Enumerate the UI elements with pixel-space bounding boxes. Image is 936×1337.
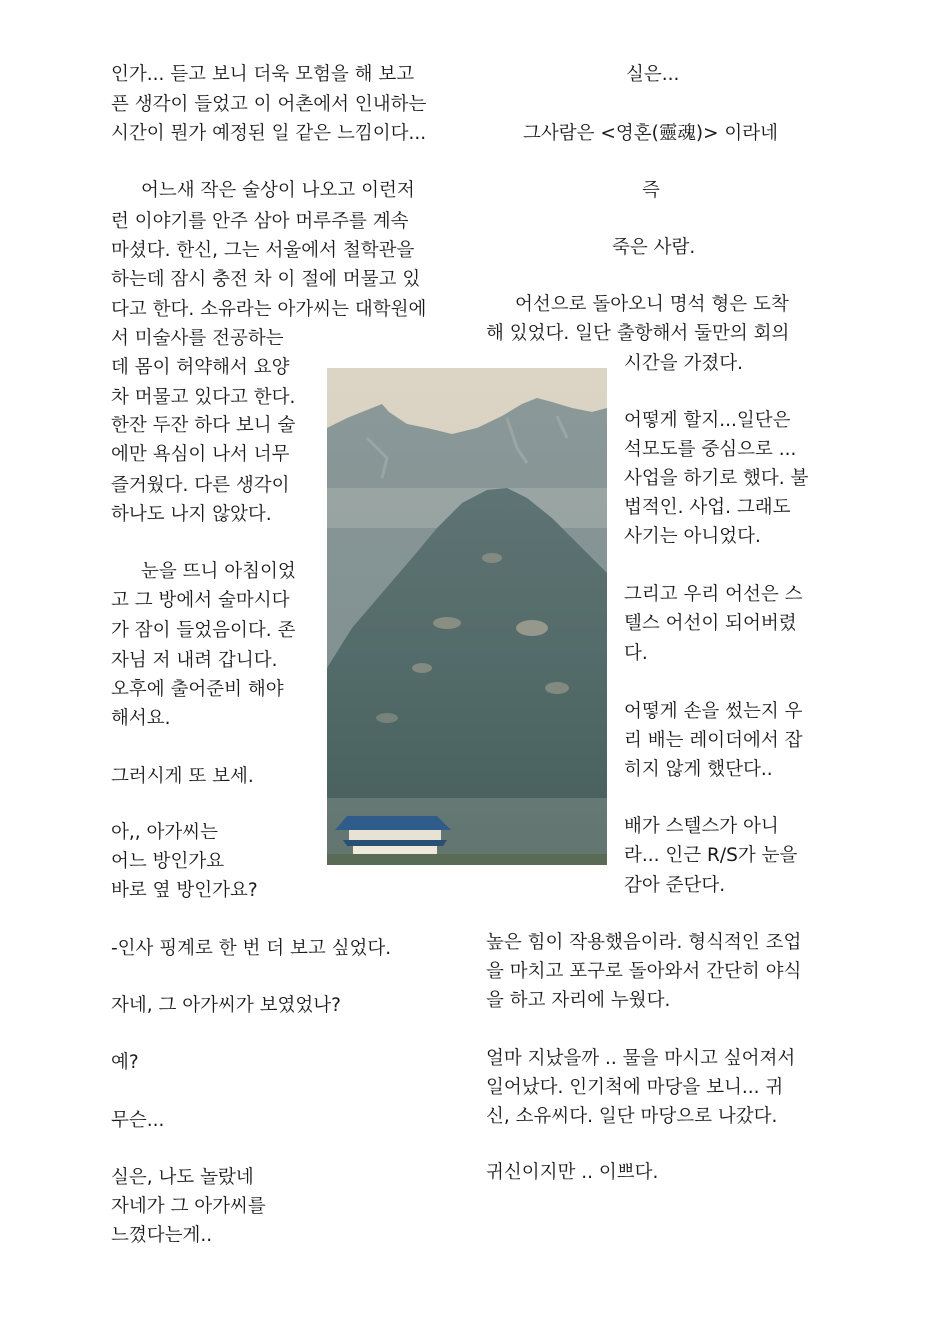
left-p1-line3: 시간이 뭔가 예정된 일 같은 느낌이다... <box>111 123 427 144</box>
left-p10-line1: 실은, 나도 놀랐네 <box>111 1167 254 1188</box>
right-p2-line5: 사기는 아니었다. <box>624 526 761 547</box>
right-p4-line3: 히지 않게 했단다.. <box>624 759 773 780</box>
left-p1-line1: 인가... 듣고 보니 더욱 모험을 해 보고 <box>111 64 415 85</box>
right-p7-line3: 신, 소유씨다. 일단 마당으로 나갔다. <box>486 1106 778 1127</box>
left-p1-line2: 픈 생각이 들었고 이 어촌에서 인내하는 <box>111 94 427 115</box>
left-p2-line12: 하나도 나지 않았다. <box>111 504 272 525</box>
left-p3-line5: 오후에 출어준비 해야 <box>111 679 284 700</box>
left-p2-line5: 다고 한다. 소유라는 아가씨는 대학원에 <box>111 299 427 320</box>
left-p10-line3: 느꼈다는게.. <box>111 1225 213 1246</box>
right-p3-line2: 텔스 어선이 되어버렸 <box>624 613 797 634</box>
left-p5-line1: 아,, 아가씨는 <box>111 822 218 843</box>
right-p1-line2: 해 있었다. 일단 출항해서 둘만의 회의 <box>486 323 790 344</box>
right-p1-line1: 어선으로 돌아오니 명석 형은 도착 <box>515 294 789 315</box>
left-p2-line9: 한잔 두잔 하다 보니 술 <box>111 415 296 436</box>
right-p2-line1: 어떻게 할지...일단은 <box>624 410 791 431</box>
right-p5-line1: 배가 스텔스가 아니 <box>624 816 779 837</box>
left-p5-line2: 어느 방인가요 <box>111 851 225 872</box>
right-p4-line2: 리 배는 레이더에서 잡 <box>624 730 803 751</box>
right-p4-line1: 어떻게 손을 썼는지 우 <box>624 701 803 722</box>
left-p5-line3: 바로 옆 방인가요? <box>111 880 258 901</box>
right-p7-line2: 일어났다. 인기척에 마당을 보니... 귀 <box>486 1077 784 1098</box>
right-c2: 그사람은 <영혼(靈魂)> 이라네 <box>523 123 779 144</box>
left-p10-line2: 자네가 그 아가씨를 <box>111 1196 266 1217</box>
right-p3-line1: 그리고 우리 어선은 스 <box>624 584 803 605</box>
left-p2-line1: 어느새 작은 술상이 나오고 이런저 <box>141 180 415 201</box>
left-p3-line4: 자님 저 내려 갑니다. <box>111 650 278 671</box>
left-p7: 자네, 그 아가씨가 보였었나? <box>111 995 341 1016</box>
left-p2-line2: 런 이야기를 안주 삼아 머루주를 계속 <box>111 211 409 232</box>
right-c1: 실은... <box>626 64 680 85</box>
right-c3: 즉 <box>642 180 660 201</box>
left-p3-line6: 해서요. <box>111 708 171 729</box>
right-p2-line3: 사업을 하기로 했다. 불 <box>624 468 809 489</box>
left-p9: 무슨... <box>111 1110 165 1131</box>
left-p2-line3: 마셨다. 한신, 그는 서울에서 철학관을 <box>111 240 415 261</box>
right-p7-line1: 얼마 지났을까 .. 물을 마시고 싶어져서 <box>486 1048 796 1069</box>
right-p3-line3: 다. <box>624 643 648 664</box>
left-p6: -인사 핑계로 한 번 더 보고 싶었다. <box>111 938 392 959</box>
left-p2-line8: 차 머물고 있다고 한다. <box>111 387 296 408</box>
left-p3-line3: 가 잠이 들었음이다. 존 <box>111 620 296 641</box>
right-p8: 귀신이지만 .. 이쁘다. <box>486 1162 659 1183</box>
right-c4: 죽은 사람. <box>612 237 696 258</box>
left-p8: 예? <box>111 1052 139 1073</box>
left-p2-line7: 데 몸이 허약해서 요양 <box>111 357 290 378</box>
left-p3-line1: 눈을 뜨니 아침이었 <box>141 561 296 582</box>
left-p2-line11: 즐거웠다. 다른 생각이 <box>111 475 290 496</box>
right-p5-line3: 감아 준단다. <box>624 875 726 896</box>
mountain-palace-photo <box>327 368 607 865</box>
right-p2-line2: 석모도를 중심으로 ... <box>624 439 797 460</box>
right-p6-line1: 높은 힘이 작용했음이라. 형식적인 조업 <box>486 932 802 953</box>
right-p6-line2: 을 마치고 포구로 돌아와서 간단히 야식 <box>486 961 802 982</box>
left-p4: 그러시게 또 보세. <box>111 766 254 787</box>
right-p1-line3: 시간을 가졌다. <box>624 353 743 374</box>
left-p3-line2: 고 그 방에서 술마시다 <box>111 590 290 611</box>
right-p2-line4: 법적인. 사업. 그래도 <box>624 497 791 518</box>
right-p6-line3: 을 하고 자리에 누웠다. <box>486 990 671 1011</box>
left-p2-line10: 에만 욕심이 나서 너무 <box>111 444 290 465</box>
right-p5-line2: 라... 인근 R/S가 눈을 <box>624 845 798 866</box>
left-p2-line6: 서 미술사를 전공하는 <box>111 328 284 349</box>
left-p2-line4: 하는데 잠시 충전 차 이 절에 머물고 있 <box>111 269 421 290</box>
